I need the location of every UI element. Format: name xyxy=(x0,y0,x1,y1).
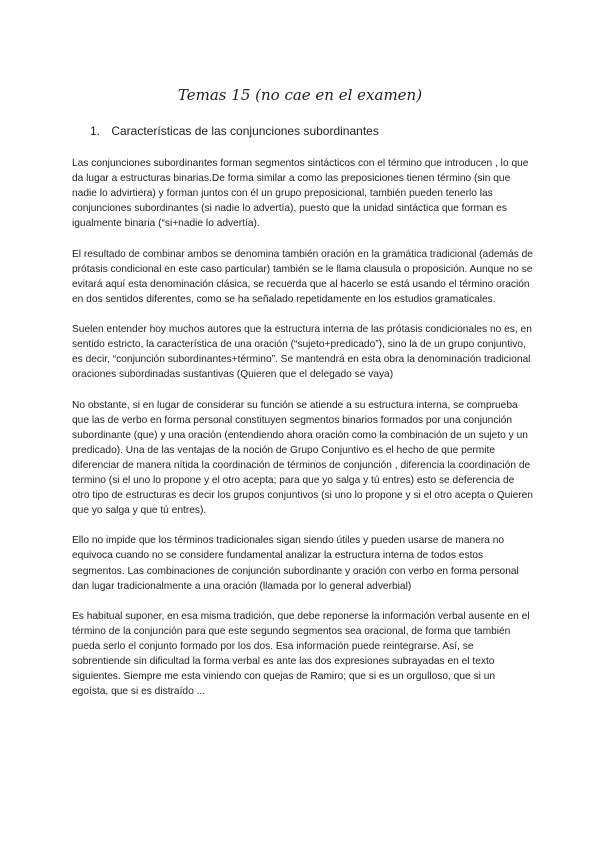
section-heading-text: Características de las conjunciones subordinantes xyxy=(111,124,379,138)
section-heading xyxy=(90,124,379,138)
paragraph-1: Las conjunciones subordinantes forman segmentos sintácticos con el término que introducen , lo que da lugar a estructuras binarias.De forma similar a como las preposiciones tienen término (sin que nadie lo advirtiera) y forman juntos con él un grupo preposicional, también pueden tenerlo las conjunciones subordinantes (si nadie lo advertía), puesto que la unidad sintáctica que forman es igualmente binaria (“si+nadie lo advertía). xyxy=(72,158,529,230)
paragraph-4: No obstante, si en lugar de considerar su función se atiende a su estructura interna, se comprueba que las de verbo en forma personal constituyen segmentos binarios formados por una conjunción subordinante (que) y una oración (entendiendo ahora oración como la combinación de un sujeto y un predicado). Una de las ventajas de la noción de Grupo Conjuntivo es el hecho de que permite diferenciar de manera nítida la coordinación de términos de conjunción , diferencia la coordinación de termino (si el uno lo propone y el otro acepta; para que yo salga y tú entres) esto se deferencia de otro tipo de estructuras es decir los grupos conjuntivos (si uno lo propone y si el otro acepta o Quieren que yo salga y que tú entres). xyxy=(72,399,533,517)
section-number: 1. xyxy=(90,124,101,138)
document-title: Temas 15 (no cae en el examen) xyxy=(177,86,423,104)
paragraph-5: Ello no impide que los términos tradicionales sigan siendo útiles y pueden usarse de manera no equivoca cuando no se considere fundamental analizar la estructura interna de todos estos segmentos. Las combinaciones de conjunción subordinante y oración con verbo en forma personal dan lugar tradicionalmente a una oración (llamada por lo general adverbial) xyxy=(72,535,519,592)
paragraph-6: Es habitual suponer, en esa misma tradición, que debe reponerse la información verbal ausente en el término de la conjunción para que este segundo segmentos sea oracional, de forma que también pueda serlo el conjunto formado por los dos. Esa información puede reintegrarse. Así, se sobrentiende sin dificultad la forma verbal es ante las dos expresiones subrayadas en el texto siguientes. Siempre me esta viniendo con quejas de Ramiro; que si es un orgulloso, que si un egoísta, que si es distraído ... xyxy=(72,610,530,698)
document-body xyxy=(72,156,534,714)
paragraph-3: Suelen entender hoy muchos autores que la estructura interna de las prótasis condicionales no es, en sentido estricto, la característica de una oración (“sujeto+predicado”), sino la de un grupo conjuntivo, es decir, “conjunción subordinantes+término”. Se mantendrá en esta obra la denominación tradicional oraciones subordinadas sustantivas (Quieren que el delegado se vaya) xyxy=(72,324,532,381)
paragraph-2: El resultado de combinar ambos se denomina también oración en la gramática tradicional (además de prótasis condicional en este caso particular) también se le llama clausula o proposición. Aunque no se evitará aquí esta denominación clásica, se recuerda que al hacerlo se está usando el término oración en dos sentidos diferentes, como se ha señalado repetidamente en los estudios gramaticales. xyxy=(72,248,533,305)
